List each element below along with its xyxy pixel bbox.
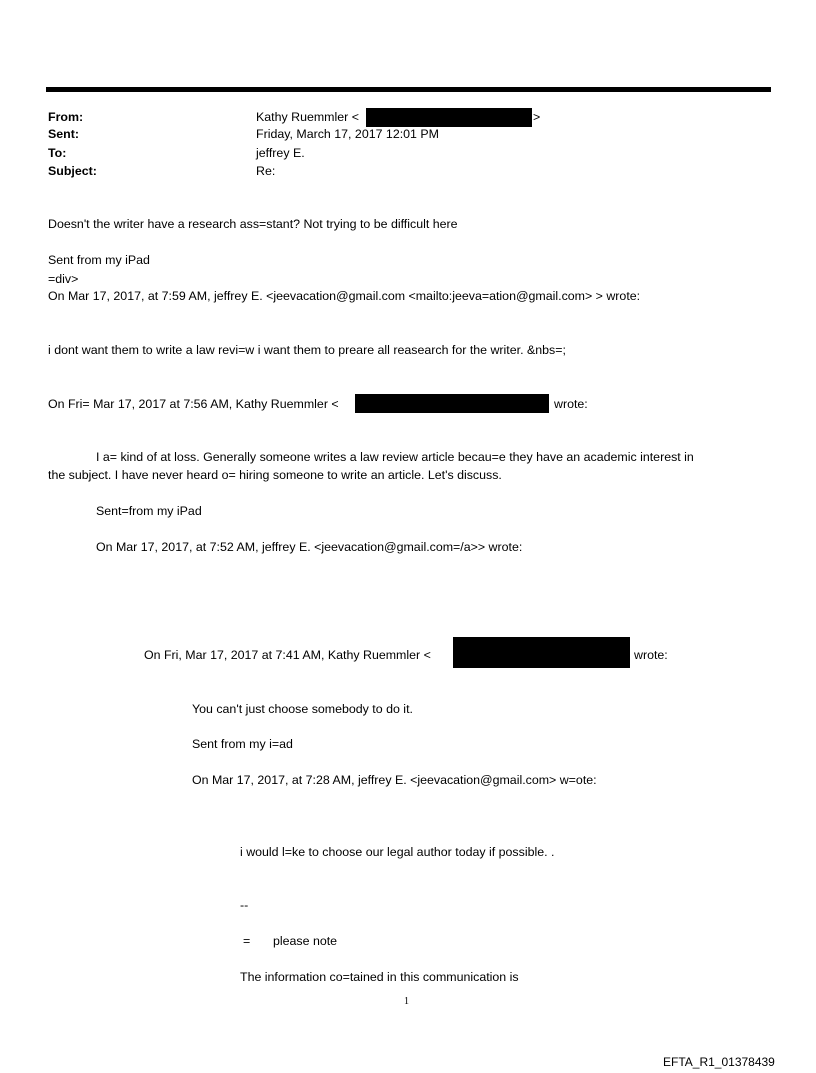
body-line: i dont want them to write a law revi=w i want them to preare all reasearch for the writer. &nbs=; xyxy=(48,343,566,357)
sent-value: Friday, March 17, 2017 12:01 PM xyxy=(256,127,439,141)
from-label: From: xyxy=(48,110,84,124)
from-value: Kathy Ruemmler < xyxy=(256,110,359,124)
sent-label: Sent: xyxy=(48,127,79,141)
redaction-box xyxy=(366,108,532,127)
body-line: On Fri, Mar 17, 2017 at 7:41 AM, Kathy Ruemmler < xyxy=(144,648,431,662)
to-label: To: xyxy=(48,146,67,160)
body-line: =div> xyxy=(48,272,79,286)
body-paragraph: the subject. I have never heard o= hiring someone to write an article. Let's discuss. xyxy=(48,468,502,482)
body-line: On Mar 17, 2017, at 7:52 AM, jeffrey E. <jeevacation@gmail.com=/a>> wrote: xyxy=(96,540,523,554)
body-line: You can't just choose somebody to do it. xyxy=(192,702,413,716)
body-line: Sent=from my iPad xyxy=(96,504,202,518)
body-line: -- xyxy=(240,898,249,912)
body-line: Sent from my i=ad xyxy=(192,737,293,751)
to-value: jeffrey E. xyxy=(256,146,305,160)
from-value-tail: > xyxy=(533,110,541,124)
subject-label: Subject: xyxy=(48,164,97,178)
body-line: wrote: xyxy=(634,648,668,662)
header-rule xyxy=(46,87,771,92)
redaction-box xyxy=(453,637,630,668)
body-line: wrote: xyxy=(554,397,588,411)
body-line: Sent from my iPad xyxy=(48,253,150,267)
document-id: EFTA_R1_01378439 xyxy=(663,1055,775,1069)
body-line: i would l=ke to choose our legal author today if possible. . xyxy=(240,845,555,859)
body-line: On Mar 17, 2017, at 7:59 AM, jeffrey E. <jeevacation@gmail.com <mailto:jeeva=ation@gmail.com> > wrote: xyxy=(48,289,641,303)
body-line: = xyxy=(243,934,251,948)
subject-value: Re: xyxy=(256,164,276,178)
body-line: On Mar 17, 2017, at 7:28 AM, jeffrey E. <jeevacation@gmail.com> w=ote: xyxy=(192,773,597,787)
body-line: On Fri= Mar 17, 2017 at 7:56 AM, Kathy Ruemmler < xyxy=(48,397,339,411)
page-number: 1 xyxy=(404,996,409,1007)
body-paragraph: I a= kind of at loss. Generally someone writes a law review article becau=e they have an academic interest in xyxy=(96,450,694,464)
body-line: The information co=tained in this communication is xyxy=(240,970,519,984)
body-line: please note xyxy=(273,934,338,948)
body-line: Doesn't the writer have a research ass=stant? Not trying to be difficult here xyxy=(48,217,458,231)
redaction-box xyxy=(355,394,549,413)
